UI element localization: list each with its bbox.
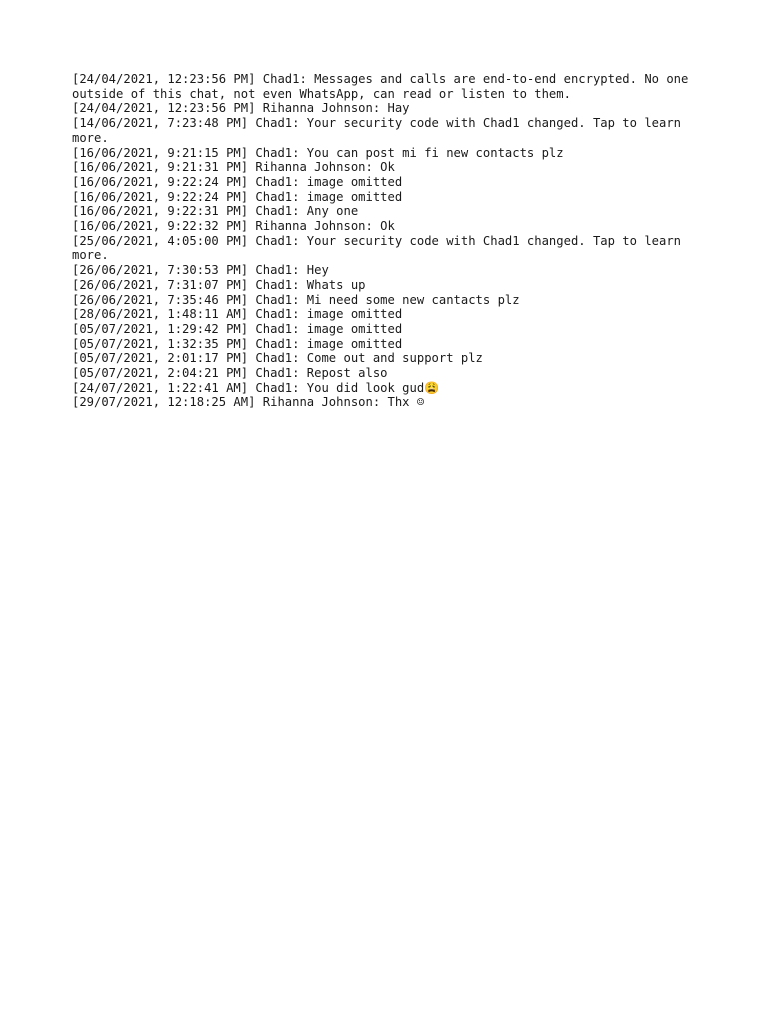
chat-log-line: [16/06/2021, 9:21:15 PM] Chad1: You can post mi fi new contacts plz (72, 145, 564, 160)
chat-log-line: [05/07/2021, 2:04:21 PM] Chad1: Repost also (72, 366, 388, 381)
chat-log-line: [16/06/2021, 9:22:31 PM] Chad1: Any one (72, 204, 359, 219)
chat-log-line: [14/06/2021, 7:23:48 PM] Chad1: Your security code with Chad1 changed. Tap to learn more. (72, 116, 689, 145)
chat-log-line: [25/06/2021, 4:05:00 PM] Chad1: Your security code with Chad1 changed. Tap to learn more. (72, 233, 689, 263)
chat-log-line: [24/04/2021, 12:23:56 PM] Chad1: Messages and calls are end-to-end encrypted. No one outside of this chat, not even WhatsApp, can read or listen to them. (72, 72, 696, 101)
chat-log-line: [16/06/2021, 9:22:32 PM] Rihanna Johnson: Ok (72, 219, 395, 234)
chat-log-line: [05/07/2021, 1:32:35 PM] Chad1: image omitted (72, 336, 403, 351)
chat-log-line: [29/07/2021, 12:18:25 AM] Rihanna Johnson: Thx ☺ (72, 395, 425, 410)
chat-log-line: [05/07/2021, 1:29:42 PM] Chad1: image omitted (72, 321, 403, 336)
chat-log-line: [16/06/2021, 9:22:24 PM] Chad1: image omitted (72, 189, 403, 204)
chat-log-line: [16/06/2021, 9:21:31 PM] Rihanna Johnson: Ok (72, 160, 395, 175)
chat-log-line: [24/07/2021, 1:22:41 AM] Chad1: You did look gud😩 (72, 380, 440, 395)
chat-log-line: [26/06/2021, 7:35:46 PM] Chad1: Mi need some new cantacts plz (72, 292, 520, 307)
chat-log-line: [26/06/2021, 7:31:07 PM] Chad1: Whats up (72, 277, 366, 292)
chat-log-line: [28/06/2021, 1:48:11 AM] Chad1: image omitted (72, 307, 403, 322)
chat-log-text (72, 72, 702, 410)
chat-log-line: [16/06/2021, 9:22:24 PM] Chad1: image omitted (72, 174, 403, 189)
chat-log-line: [05/07/2021, 2:01:17 PM] Chad1: Come out and support plz (72, 351, 483, 366)
chat-log-line: [26/06/2021, 7:30:53 PM] Chad1: Hey (72, 263, 329, 278)
chat-log-line: [24/04/2021, 12:23:56 PM] Rihanna Johnson: Hay (72, 101, 410, 116)
